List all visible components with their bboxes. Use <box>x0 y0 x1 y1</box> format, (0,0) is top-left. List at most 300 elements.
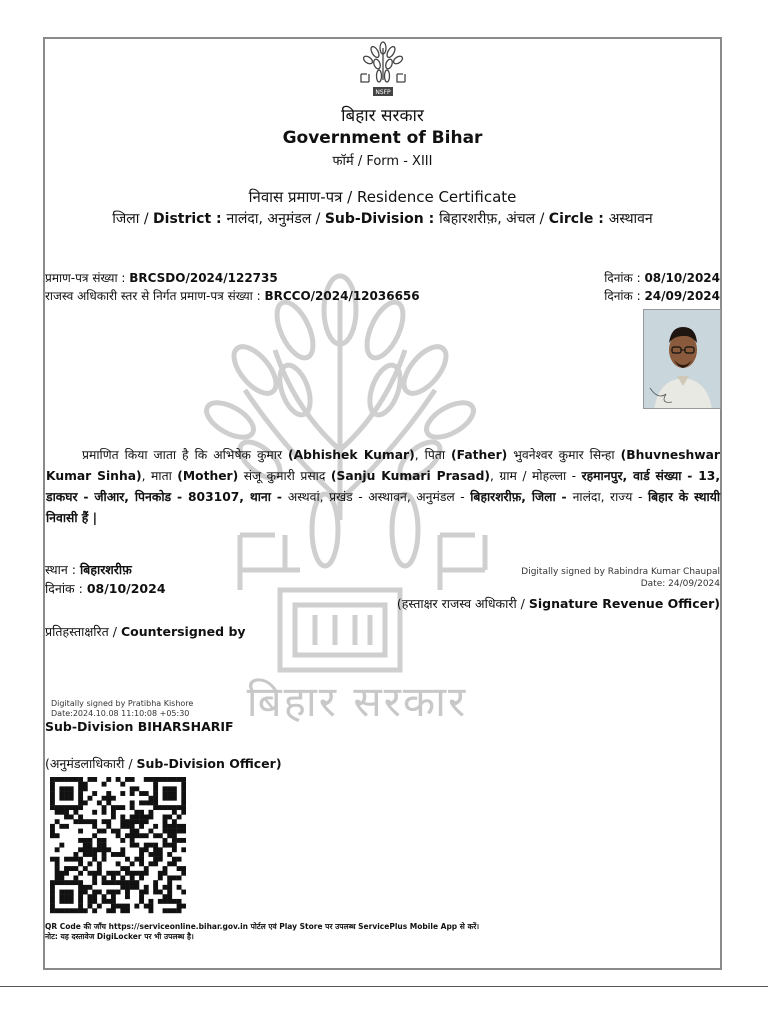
qr-module <box>177 815 182 820</box>
qr-module <box>139 894 144 899</box>
qr-module <box>102 899 107 904</box>
qr-module <box>163 894 168 899</box>
qr-module <box>177 885 182 890</box>
qr-module <box>59 805 64 810</box>
qr-module <box>172 819 177 824</box>
qr-module <box>106 871 111 876</box>
qr-module <box>163 885 168 890</box>
qr-module <box>64 796 69 801</box>
qr-module <box>78 819 83 824</box>
issue-date <box>604 269 720 286</box>
qr-module <box>144 904 149 909</box>
revenue-number-label: राजस्व अधिकारी स्तर से निर्गत प्रमाण-पत्र संख्या : <box>45 289 265 303</box>
qr-module <box>88 885 93 890</box>
qr-module <box>181 871 186 876</box>
qr-module <box>125 833 130 838</box>
emblem-badge: NSFP <box>375 89 391 96</box>
qr-module <box>153 861 158 866</box>
qr-module <box>69 786 74 791</box>
qr-module <box>83 847 88 852</box>
qr-module <box>153 800 158 805</box>
para-text-7: , माता <box>141 469 178 483</box>
qr-module <box>172 829 177 834</box>
qr-module <box>59 871 64 876</box>
police-block: अस्थवां, प्रखंड - अस्थावन, अनुमंडल - <box>287 490 471 504</box>
qr-module <box>92 875 97 880</box>
qr-module <box>106 796 111 801</box>
qr-module <box>153 791 158 796</box>
qr-module <box>172 843 177 848</box>
qr-module <box>55 866 60 871</box>
qr-module <box>134 815 139 820</box>
qr-module <box>172 861 177 866</box>
qr-module <box>177 899 182 904</box>
qr-module <box>163 838 168 843</box>
qr-module <box>120 904 125 909</box>
qr-module <box>55 871 60 876</box>
qr-module <box>153 777 158 782</box>
certification-paragraph <box>46 445 720 529</box>
qr-module <box>78 838 83 843</box>
qr-module <box>106 824 111 829</box>
qr-module <box>97 890 102 895</box>
district-name: नालंदा, राज्य - <box>572 490 648 504</box>
qr-module <box>153 885 158 890</box>
qr-module <box>120 880 125 885</box>
qr-module <box>83 838 88 843</box>
qr-module <box>97 847 102 852</box>
qr-module <box>120 838 125 843</box>
qr-module <box>167 805 172 810</box>
qr-module <box>120 908 125 913</box>
qr-module <box>148 908 153 913</box>
qr-module <box>97 861 102 866</box>
qr-module <box>83 819 88 824</box>
qr-module <box>78 786 83 791</box>
mother-name-en: (Sanju Kumari Prasad) <box>330 469 491 483</box>
qr-module <box>97 829 102 834</box>
qr-module <box>50 805 55 810</box>
qr-module <box>172 899 177 904</box>
qr-module <box>116 871 121 876</box>
qr-module <box>92 819 97 824</box>
revenue-digital-signature <box>521 566 720 590</box>
qr-module <box>130 824 135 829</box>
qr-module <box>92 791 97 796</box>
applicant-photo <box>643 309 721 409</box>
qr-module <box>177 824 182 829</box>
qr-module <box>130 777 135 782</box>
qr-module <box>130 833 135 838</box>
qr-module <box>73 819 78 824</box>
qr-module <box>120 815 125 820</box>
qr-module <box>111 871 116 876</box>
qr-module <box>73 852 78 857</box>
qr-module <box>130 885 135 890</box>
qr-module <box>102 852 107 857</box>
qr-module <box>102 857 107 862</box>
qr-module <box>102 810 107 815</box>
qr-module <box>125 866 130 871</box>
qr-module <box>163 796 168 801</box>
qr-module <box>64 890 69 895</box>
qr-module <box>78 847 83 852</box>
revenue-date-label: दिनांक : <box>604 289 645 303</box>
qr-module <box>78 800 83 805</box>
qr-module <box>55 908 60 913</box>
qr-module <box>50 894 55 899</box>
qr-module <box>64 894 69 899</box>
qr-module <box>78 829 83 834</box>
qr-module <box>64 805 69 810</box>
sdo-role <box>45 755 282 772</box>
qr-module <box>92 824 97 829</box>
qr-module <box>69 899 74 904</box>
qr-module <box>163 829 168 834</box>
subdivision-label-en: Sub-Division : <box>324 211 440 227</box>
qr-module <box>120 824 125 829</box>
revenue-signer: Digitally signed by Rabindra Kumar Chaupal <box>521 567 720 577</box>
qr-module <box>148 815 153 820</box>
qr-module <box>120 805 125 810</box>
qr-module <box>88 847 93 852</box>
place-date-line <box>45 580 166 597</box>
qr-module <box>139 800 144 805</box>
qr-module <box>97 871 102 876</box>
qr-module <box>69 866 74 871</box>
qr-module <box>139 815 144 820</box>
qr-module <box>163 786 168 791</box>
qr-module <box>50 824 55 829</box>
qr-module <box>130 838 135 843</box>
qr-module <box>50 857 55 862</box>
subdivision-value: बिहारशरीफ़, अंचल / <box>439 211 549 227</box>
qr-module <box>88 838 93 843</box>
qr-module <box>59 791 64 796</box>
qr-module <box>50 800 55 805</box>
qr-module <box>111 899 116 904</box>
qr-module <box>111 904 116 909</box>
qr-module <box>106 899 111 904</box>
qr-module <box>144 885 149 890</box>
qr-module <box>148 843 153 848</box>
qr-module <box>50 791 55 796</box>
qr-module <box>73 805 78 810</box>
qr-module <box>158 777 163 782</box>
qr-module <box>134 786 139 791</box>
qr-module <box>64 824 69 829</box>
qr-module <box>102 838 107 843</box>
qr-module <box>83 890 88 895</box>
qr-module <box>163 819 168 824</box>
qr-module <box>78 890 83 895</box>
qr-module <box>50 899 55 904</box>
qr-module <box>111 880 116 885</box>
qr-module <box>163 777 168 782</box>
qr-module <box>59 908 64 913</box>
sdo-sign-date: Date:2024.10.08 11:10:08 +05:30 <box>51 709 190 718</box>
countersigned-line <box>45 623 246 640</box>
qr-module <box>172 838 177 843</box>
revenue-number-value: BRCCO/2024/12036656 <box>264 289 420 303</box>
qr-module <box>134 857 139 862</box>
qr-module <box>139 871 144 876</box>
qr-module <box>139 857 144 862</box>
qr-module <box>50 885 55 890</box>
qr-module <box>153 857 158 862</box>
place-label: स्थान : <box>45 562 80 577</box>
qr-module <box>181 791 186 796</box>
qr-module <box>144 819 149 824</box>
qr-module <box>73 857 78 862</box>
qr-module <box>97 904 102 909</box>
qr-module <box>106 847 111 852</box>
qr-module <box>64 866 69 871</box>
qr-module <box>148 899 153 904</box>
qr-module <box>158 833 163 838</box>
qr-module <box>102 805 107 810</box>
qr-module <box>172 805 177 810</box>
qr-module <box>50 904 55 909</box>
qr-module <box>134 833 139 838</box>
countersigned-by: by <box>224 624 246 639</box>
qr-module <box>163 843 168 848</box>
qr-module <box>163 815 168 820</box>
qr-module <box>88 796 93 801</box>
qr-module <box>177 866 182 871</box>
qr-module <box>102 843 107 848</box>
qr-module <box>130 875 135 880</box>
bihar-emblem-icon <box>355 40 411 98</box>
qr-module <box>55 777 60 782</box>
qr-module <box>181 796 186 801</box>
qr-module <box>167 880 172 885</box>
qr-module <box>111 805 116 810</box>
qr-module <box>172 908 177 913</box>
para-text-11: , ग्राम / मोहल्ला - <box>490 469 582 483</box>
qr-module <box>102 829 107 834</box>
qr-module <box>139 875 144 880</box>
qr-module <box>69 815 74 820</box>
footer-note <box>45 922 479 942</box>
qr-module <box>59 894 64 899</box>
revenue-role-en: Signature Revenue Officer) <box>528 596 720 611</box>
qr-module <box>144 815 149 820</box>
qr-module <box>177 829 182 834</box>
qr-module <box>181 824 186 829</box>
qr-module <box>139 819 144 824</box>
place-line <box>45 561 132 578</box>
qr-module <box>144 871 149 876</box>
qr-module <box>144 866 149 871</box>
qr-module <box>120 875 125 880</box>
qr-module <box>55 833 60 838</box>
qr-module <box>92 880 97 885</box>
qr-module <box>78 880 83 885</box>
qr-module <box>64 871 69 876</box>
form-label: फॉर्म / Form - XIII <box>332 154 433 169</box>
qr-module <box>73 777 78 782</box>
qr-module <box>172 791 177 796</box>
qr-module <box>73 866 78 871</box>
qr-module <box>83 800 88 805</box>
qr-module <box>153 824 158 829</box>
qr-module <box>181 777 186 782</box>
qr-module <box>78 885 83 890</box>
qr-module <box>167 843 172 848</box>
qr-module <box>106 791 111 796</box>
sdo-digital-signature <box>51 699 193 719</box>
qr-module <box>120 782 125 787</box>
qr-module <box>78 815 83 820</box>
qr-module <box>59 843 64 848</box>
qr-module <box>69 908 74 913</box>
qr-module <box>92 899 97 904</box>
qr-module <box>92 890 97 895</box>
qr-module <box>125 904 130 909</box>
qr-module <box>59 796 64 801</box>
qr-module <box>120 852 125 857</box>
qr-module <box>111 890 116 895</box>
revenue-sign-date: Date: 24/09/2024 <box>640 579 720 589</box>
qr-module <box>88 899 93 904</box>
qr-module <box>78 908 83 913</box>
qr-module <box>148 810 153 815</box>
qr-module <box>134 843 139 848</box>
qr-module <box>111 796 116 801</box>
qr-module <box>116 880 121 885</box>
qr-module <box>120 819 125 824</box>
qr-module <box>134 829 139 834</box>
qr-module <box>116 777 121 782</box>
father-name-en: (Bhuvneshwar Kumar Sinha) <box>46 448 720 483</box>
revenue-officer-role <box>397 595 720 612</box>
qr-module <box>153 880 158 885</box>
qr-module <box>116 852 121 857</box>
qr-module <box>73 880 78 885</box>
qr-module <box>153 786 158 791</box>
state-resident-text: बिहार के स्थायी निवासी हैं | <box>46 490 721 525</box>
qr-module <box>83 852 88 857</box>
qr-module <box>64 857 69 862</box>
qr-module <box>172 786 177 791</box>
qr-module <box>163 866 168 871</box>
qr-module <box>125 890 130 895</box>
qr-module <box>153 852 158 857</box>
circle-label-en: Circle : <box>548 211 609 227</box>
qr-module <box>78 805 83 810</box>
qr-module <box>50 782 55 787</box>
footer-qr-instruction: QR Code की जाँच https://serviceonline.bihar.gov.in पोर्टल एवं Play Store पर उपलब्ध ServicePlus Mobile App से करें। <box>45 922 480 931</box>
qr-module <box>50 786 55 791</box>
qr-module <box>167 829 172 834</box>
qr-module <box>153 796 158 801</box>
qr-module <box>125 777 130 782</box>
qr-module <box>78 904 83 909</box>
district-label-en: District : <box>153 211 227 227</box>
qr-module <box>73 875 78 880</box>
qr-module <box>69 880 74 885</box>
qr-module <box>102 796 107 801</box>
qr-module <box>158 875 163 880</box>
qr-module <box>144 800 149 805</box>
qr-module <box>83 786 88 791</box>
sdo-signer: Digitally signed by Pratibha Kishore <box>51 699 194 708</box>
qr-module <box>144 777 149 782</box>
qr-module <box>88 871 93 876</box>
qr-module <box>139 890 144 895</box>
qr-module <box>50 777 55 782</box>
qr-module <box>181 890 186 895</box>
qr-module <box>139 824 144 829</box>
qr-module <box>144 890 149 895</box>
qr-module <box>97 866 102 871</box>
qr-module <box>148 777 153 782</box>
qr-module <box>148 904 153 909</box>
qr-module <box>83 885 88 890</box>
qr-module <box>55 819 60 824</box>
qr-module <box>130 871 135 876</box>
qr-module <box>130 786 135 791</box>
qr-module <box>78 782 83 787</box>
qr-module <box>172 777 177 782</box>
place-date-value: 08/10/2024 <box>86 581 166 596</box>
revenue-date-value: 24/09/2024 <box>644 289 720 303</box>
qr-module <box>120 791 125 796</box>
qr-module <box>106 908 111 913</box>
qr-module <box>69 890 74 895</box>
qr-module <box>144 847 149 852</box>
qr-module <box>111 908 116 913</box>
qr-module <box>88 861 93 866</box>
qr-module <box>134 810 139 815</box>
qr-module <box>177 908 182 913</box>
qr-module <box>130 815 135 820</box>
qr-module <box>139 847 144 852</box>
qr-module <box>181 810 186 815</box>
qr-module <box>167 885 172 890</box>
qr-module <box>106 890 111 895</box>
qr-module <box>148 800 153 805</box>
qr-module <box>78 777 83 782</box>
qr-module <box>97 843 102 848</box>
qr-module <box>88 777 93 782</box>
qr-module <box>102 894 107 899</box>
qr-module <box>167 861 172 866</box>
qr-module <box>139 852 144 857</box>
qr-module <box>139 861 144 866</box>
qr-module <box>106 800 111 805</box>
qr-module <box>163 791 168 796</box>
hindi-title: बिहार सरकार <box>341 106 424 126</box>
qr-module <box>167 852 172 857</box>
qr-module <box>125 908 130 913</box>
district-line <box>43 209 722 228</box>
watermark-text: बिहार सरकार <box>246 677 468 726</box>
qr-module <box>102 819 107 824</box>
qr-module <box>153 782 158 787</box>
qr-module <box>69 805 74 810</box>
qr-module <box>50 833 55 838</box>
qr-module <box>153 843 158 848</box>
qr-module <box>64 880 69 885</box>
qr-module <box>55 875 60 880</box>
qr-module <box>116 861 121 866</box>
qr-module <box>181 838 186 843</box>
certificate-number <box>45 269 278 286</box>
qr-module <box>69 796 74 801</box>
qr-module <box>88 852 93 857</box>
